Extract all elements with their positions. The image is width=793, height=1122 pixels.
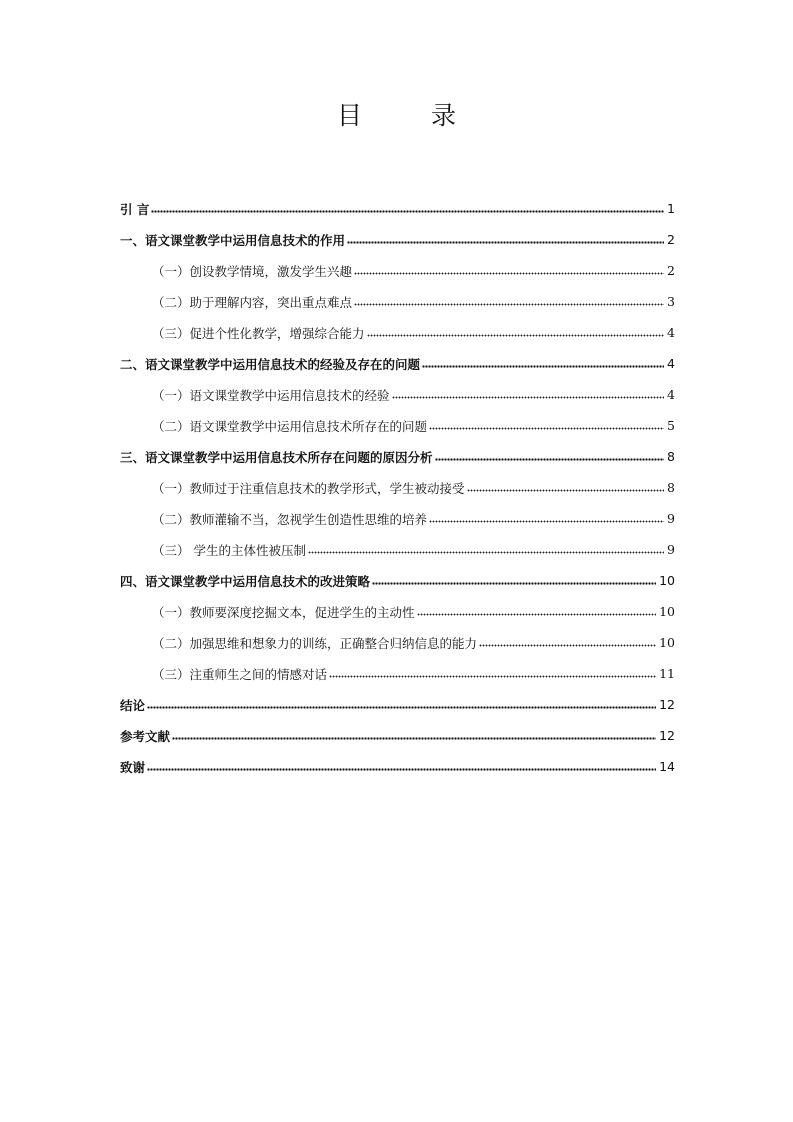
toc-entry[interactable] <box>120 410 675 441</box>
toc-entry-label: （一）创设教学情境，激发学生兴趣 <box>152 263 353 279</box>
toc-entry-page: 8 <box>667 480 675 495</box>
toc-entry[interactable] <box>120 658 675 689</box>
dot-leader <box>147 704 656 712</box>
toc-entry-page: 10 <box>659 573 675 588</box>
toc-entry-page: 8 <box>667 449 675 464</box>
toc-entry-page: 12 <box>659 697 675 712</box>
toc-entry-label: 参考文献 <box>120 728 171 744</box>
dot-leader <box>172 735 656 743</box>
dot-leader <box>417 611 657 619</box>
dot-leader <box>354 270 664 278</box>
toc-entry-page: 4 <box>667 325 675 340</box>
toc-entry-label: 二、语文课堂教学中运用信息技术的经验及存在的问题 <box>120 356 421 372</box>
toc-entry-label: （二）加强思维和想象力的训练，正确整合归纳信息的能力 <box>152 635 478 651</box>
toc-entry-page: 4 <box>667 356 675 371</box>
dot-leader <box>429 425 664 433</box>
toc-entry-page: 9 <box>667 542 675 557</box>
toc-entry[interactable] <box>120 503 675 534</box>
dot-leader <box>479 642 656 650</box>
toc-entry[interactable] <box>120 720 675 751</box>
table-of-contents <box>120 193 675 782</box>
dot-leader <box>151 208 664 216</box>
toc-entry-label: （二）语文课堂教学中运用信息技术所存在的问题 <box>152 418 428 434</box>
toc-entry-label: （一）教师要深度挖掘文本，促进学生的主动性 <box>152 604 415 620</box>
toc-entry-label: 结论 <box>120 697 146 713</box>
toc-entry[interactable] <box>120 286 675 317</box>
toc-entry-page: 10 <box>659 635 675 650</box>
dot-leader <box>372 580 656 588</box>
dot-leader <box>347 239 664 247</box>
toc-entry-page: 12 <box>659 728 675 743</box>
toc-entry[interactable] <box>120 193 675 224</box>
toc-entry-page: 5 <box>667 418 675 433</box>
toc-entry-page: 10 <box>659 604 675 619</box>
dot-leader <box>308 549 664 557</box>
toc-entry[interactable] <box>120 441 675 472</box>
toc-entry[interactable] <box>120 689 675 720</box>
toc-entry[interactable] <box>120 348 675 379</box>
dot-leader <box>422 363 664 371</box>
toc-entry-page: 2 <box>667 263 675 278</box>
toc-title: 目 录 <box>336 101 478 130</box>
toc-entry-label: 引 言 <box>120 201 150 217</box>
dot-leader <box>429 518 664 526</box>
toc-entry-label: 致谢 <box>120 759 146 775</box>
dot-leader <box>147 766 656 774</box>
toc-entry-page: 14 <box>659 759 675 774</box>
toc-entry-label: （二）助于理解内容，突出重点难点 <box>152 294 353 310</box>
toc-entry[interactable] <box>120 534 675 565</box>
dot-leader <box>367 332 665 340</box>
toc-entry-label: （三）促进个性化教学，增强综合能力 <box>152 325 365 341</box>
toc-entry[interactable] <box>120 379 675 410</box>
toc-entry-page: 9 <box>667 511 675 526</box>
toc-entry[interactable] <box>120 255 675 286</box>
toc-entry-label: （二）教师灌输不当，忽视学生创造性思维的培养 <box>152 511 428 527</box>
toc-entry-page: 2 <box>667 232 675 247</box>
toc-entry-label: 四、语文课堂教学中运用信息技术的改进策略 <box>120 573 371 589</box>
toc-entry-page: 3 <box>667 294 675 309</box>
dot-leader <box>392 394 665 402</box>
toc-entry-label: （三）注重师生之间的情感对话 <box>152 666 328 682</box>
toc-entry[interactable] <box>120 596 675 627</box>
dot-leader <box>354 301 664 309</box>
toc-entry-label: （一）教师过于注重信息技术的教学形式，学生被动接受 <box>152 480 465 496</box>
toc-entry-page: 4 <box>667 387 675 402</box>
toc-entry-label: （三） 学生的主体性被压制 <box>152 542 306 558</box>
toc-entry[interactable] <box>120 224 675 255</box>
dot-leader <box>435 456 665 464</box>
toc-entry[interactable] <box>120 472 675 503</box>
toc-entry[interactable] <box>120 627 675 658</box>
toc-entry[interactable] <box>120 565 675 596</box>
toc-entry-label: 三、语文课堂教学中运用信息技术所存在问题的原因分析 <box>120 449 433 465</box>
toc-entry-label: （一）语文课堂教学中运用信息技术的经验 <box>152 387 390 403</box>
toc-entry-page: 11 <box>659 666 675 681</box>
toc-entry[interactable] <box>120 317 675 348</box>
toc-entry[interactable] <box>120 751 675 782</box>
toc-entry-label: 一、语文课堂教学中运用信息技术的作用 <box>120 232 346 248</box>
dot-leader <box>329 673 656 681</box>
dot-leader <box>467 487 665 495</box>
toc-entry-page: 1 <box>667 201 675 216</box>
